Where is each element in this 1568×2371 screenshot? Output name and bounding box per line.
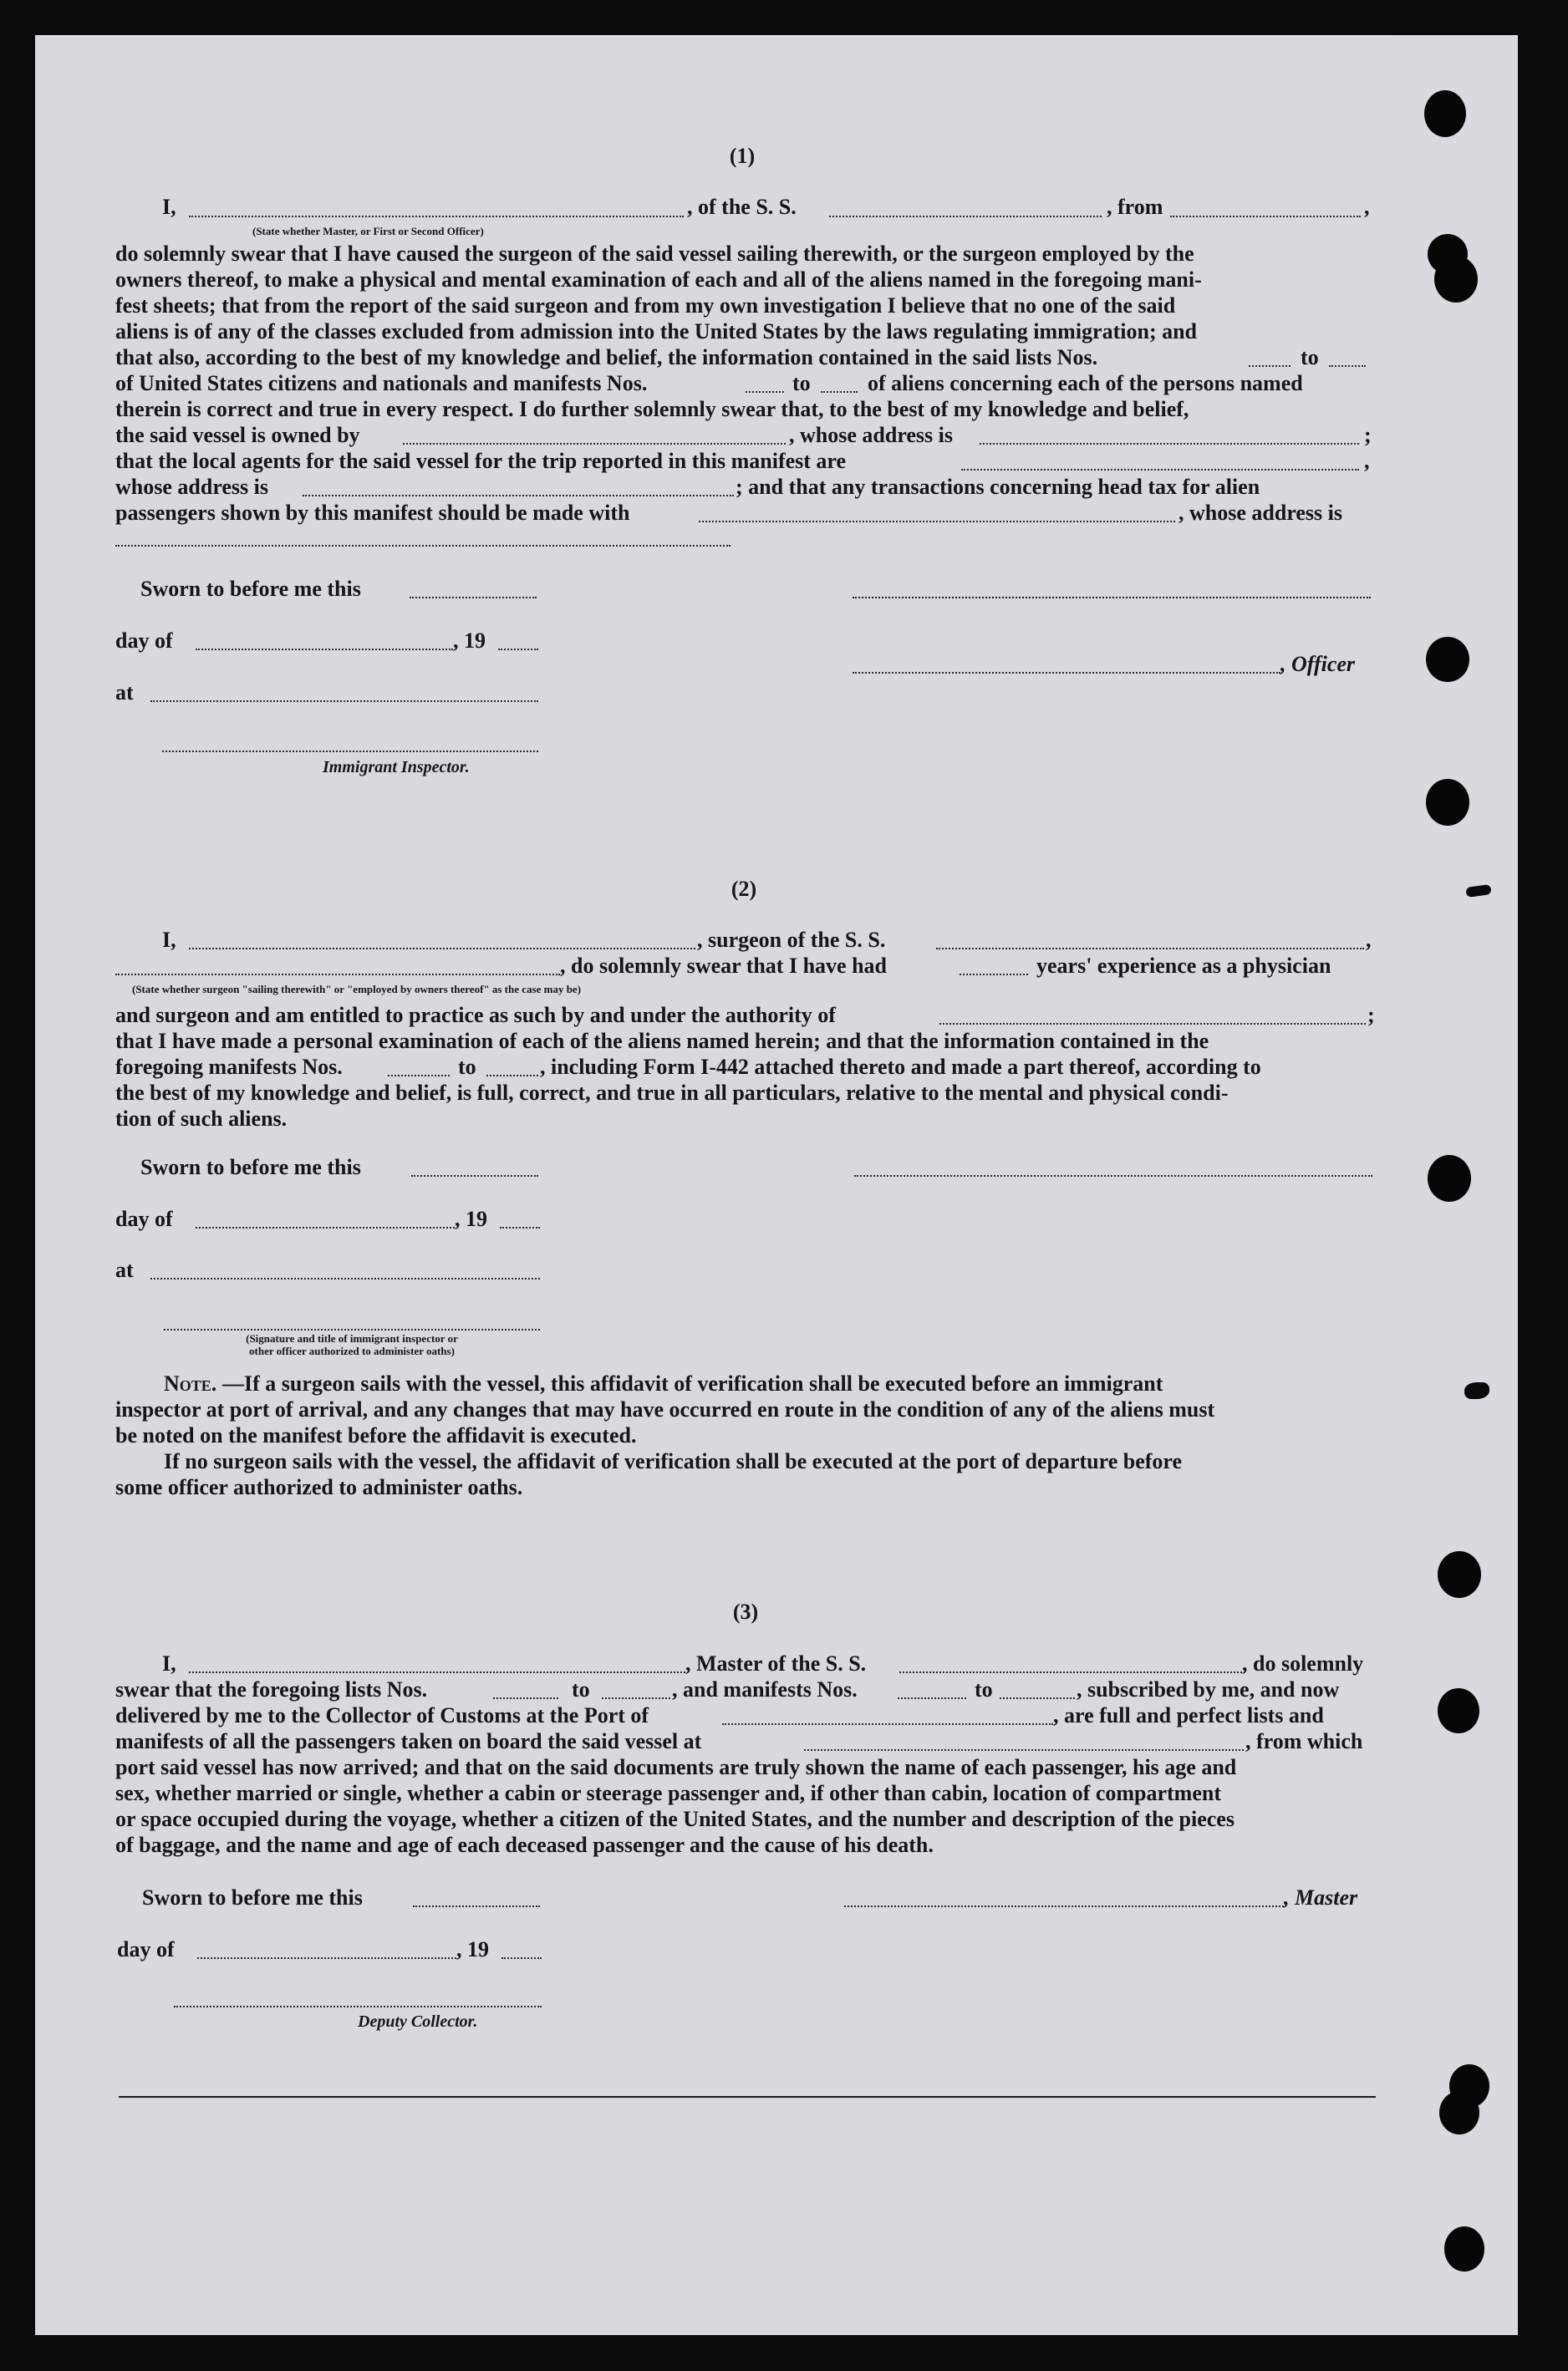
section2-at-blank[interactable]: [150, 1278, 540, 1280]
section1-inspector-blank[interactable]: [162, 750, 538, 752]
section1-at-blank[interactable]: [150, 700, 538, 702]
section3-year-blank[interactable]: [501, 1957, 542, 1959]
section2-to: to: [458, 1055, 476, 1079]
section3-to: to: [975, 1677, 993, 1702]
section1-year-blank[interactable]: [498, 649, 538, 650]
section3-sworn-blank[interactable]: [413, 1905, 540, 1907]
section2-day-of: day of: [115, 1207, 173, 1231]
section1-of-ss: , of the S. S.: [687, 195, 797, 219]
section2-year-blank[interactable]: [500, 1227, 540, 1229]
section2-signature-line[interactable]: [854, 1175, 1372, 1177]
section3-from-which-text: , from which: [1245, 1729, 1363, 1753]
section1-ship-blank[interactable]: [829, 216, 1102, 217]
section2-note2-line: If no surgeon sails with the vessel, the affidavit of verification shall be executed at the port of departure before: [164, 1449, 1183, 1473]
section1-para-line: fest sheets; that from the report of the said surgeon and from my own investigation I believe that no one of the said: [115, 293, 1176, 318]
section1-correct-text: therein is correct and true in every respect. I do further solemnly swear that, to the best of my knowledge and belief,: [115, 397, 1189, 421]
section2-sworn: Sworn to before me this: [140, 1155, 361, 1179]
section3-heading: (3): [732, 1600, 759, 1624]
section2-surgeon-text: , surgeon of the S. S.: [697, 928, 886, 952]
tear-mark: [1464, 1382, 1489, 1399]
section3-perfect-text: , are full and perfect lists and: [1053, 1703, 1324, 1727]
section2-ship-blank[interactable]: [936, 948, 1364, 949]
punch-hole: [1426, 779, 1469, 826]
section3-para-line: sex, whether married or single, whether a cabin or steerage passenger and, if other than cabin, location of compartment: [115, 1781, 1221, 1805]
punch-hole: [1438, 1688, 1479, 1733]
punch-hole: [1439, 2091, 1479, 2134]
section3-list-to-blank[interactable]: [602, 1697, 670, 1699]
section2-personal-text: that I have made a personal examination of each of the aliens named herein; and that the information contained in the: [115, 1029, 1209, 1053]
punch-hole: [1428, 1155, 1471, 1202]
section2-nineteen: , 19: [455, 1207, 487, 1231]
section3-manifest-from-blank[interactable]: [898, 1697, 966, 1699]
section1-owner-blank[interactable]: [403, 443, 786, 445]
section1-citizens-text: of United States citizens and nationals and manifests Nos.: [115, 371, 648, 395]
section1-manifest-to-blank[interactable]: [821, 391, 858, 393]
punch-hole: [1444, 2226, 1484, 2272]
section2-note-line: —If a surgeon sails with the vessel, this affidavit of verification shall be executed before an immigrant: [222, 1371, 1163, 1396]
section3-solemnly-text: , do solemnly: [1242, 1651, 1364, 1676]
section1-whose-address: , whose address is: [1179, 501, 1343, 525]
punch-hole: [1426, 637, 1469, 682]
section2-manifest-from-blank[interactable]: [388, 1075, 450, 1076]
section2-note2-line: some officer authorized to administer oaths.: [115, 1475, 523, 1499]
section2-surgeon-type-blank[interactable]: [115, 974, 560, 975]
section1-owner-address-blank[interactable]: [980, 443, 1359, 445]
section2-note-line: be noted on the manifest before the affidavit is executed.: [115, 1423, 637, 1448]
section1-officer-label: , Officer: [1280, 652, 1356, 676]
section3-delivered-text: delivered by me to the Collector of Customs at the Port of: [115, 1703, 649, 1727]
section2-manifests-text: foregoing manifests Nos.: [115, 1055, 343, 1079]
section3-master-text: , Master of the S. S.: [685, 1651, 867, 1676]
section3-manifest-to-blank[interactable]: [1000, 1697, 1075, 1699]
section3-lists-text: swear that the foregoing lists Nos.: [115, 1677, 428, 1702]
section3-manifests-text: , and manifests Nos.: [672, 1677, 858, 1702]
section1-manifest-from-blank[interactable]: [746, 391, 784, 393]
section1-para-line: aliens is of any of the classes excluded from admission into the United States by the laws regulating immigration; and: [115, 319, 1198, 343]
punch-hole: [1438, 1551, 1481, 1598]
section3-para-line: port said vessel has now arrived; and that on the said documents are truly shown the name of each passenger, his age and: [115, 1755, 1237, 1779]
section1-para-line: owners thereof, to make a physical and mental examination of each and all of the aliens named in the foregoing mani-: [115, 267, 1202, 292]
section1-from: , from: [1107, 195, 1163, 219]
section1-para-line: do solemnly swear that I have caused the surgeon of the said vessel sailing therewith, or the surgeon employed by the: [115, 242, 1194, 266]
section1-transactions-blank[interactable]: [699, 521, 1175, 522]
section2-manifest-to-blank[interactable]: [486, 1075, 538, 1076]
section1-day-blank[interactable]: [196, 649, 453, 650]
section1-signature-line[interactable]: [853, 597, 1371, 598]
section2-comma: ,: [1366, 928, 1372, 952]
section1-i: I,: [162, 195, 176, 219]
section1-comma: ,: [1364, 449, 1370, 473]
section2-authority-blank[interactable]: [939, 1023, 1366, 1025]
section1-to: to: [1301, 345, 1319, 369]
section3-deputy-blank[interactable]: [174, 2006, 542, 2007]
section2-years-blank[interactable]: [960, 974, 1028, 975]
section1-address-text: whose address is: [115, 475, 269, 499]
section1-officer-blank[interactable]: [853, 672, 1280, 674]
section1-agents-blank[interactable]: [961, 469, 1359, 471]
section2-semicolon: ;: [1367, 1003, 1375, 1027]
section3-para-line: or space occupied during the voyage, whether a citizen of the United States, and the number and description of the pieces: [115, 1807, 1235, 1831]
section1-nineteen: , 19: [453, 628, 486, 653]
section1-sworn: Sworn to before me this: [140, 577, 361, 601]
section3-list-from-blank[interactable]: [493, 1697, 558, 1699]
section3-port-blank[interactable]: [722, 1723, 1053, 1725]
section2-tion-text: tion of such aliens.: [115, 1107, 288, 1131]
section3-master-signature-blank[interactable]: [844, 1905, 1284, 1907]
section2-authority-text: and surgeon and am entitled to practice as such by and under the authority of: [115, 1003, 836, 1027]
section1-comma: ,: [1364, 195, 1370, 219]
section1-state-note: (State whether Master, or First or Second Officer): [252, 225, 484, 237]
section1-inspector-label: Immigrant Inspector.: [323, 758, 470, 776]
section2-state-note: (State whether surgeon "sailing therewith" or "employed by owners thereof" as the case may be): [132, 983, 582, 995]
section2-form-text: , including Form I-442 attached thereto and made a part thereof, according to: [540, 1055, 1261, 1079]
section1-aliens-text: of aliens concerning each of the persons named: [868, 371, 1303, 395]
section1-from-blank[interactable]: [1170, 216, 1361, 217]
section2-day-blank[interactable]: [196, 1227, 455, 1229]
section2-name-blank[interactable]: [189, 948, 695, 949]
bottom-rule: [119, 2096, 1376, 2098]
section2-solemnly-text: , do solemnly swear that I have had: [560, 954, 888, 978]
section3-nineteen: , 19: [456, 1937, 489, 1961]
section1-list-from-blank[interactable]: [1249, 365, 1291, 367]
section2-sig-note: (Signature and title of immigrant inspector or: [246, 1332, 458, 1345]
section1-passengers-text: passengers shown by this manifest should be made with: [115, 501, 630, 525]
section2-signature-blank[interactable]: [164, 1329, 540, 1331]
section2-note-label: Note.: [164, 1371, 217, 1396]
section1-heading: (1): [729, 144, 756, 168]
section2-sig-note: other officer authorized to administer oaths): [249, 1345, 455, 1357]
section2-at: at: [115, 1258, 134, 1282]
section2-best-text: the best of my knowledge and belief, is full, correct, and true in all particulars, relative to the mental and physical condi-: [115, 1081, 1229, 1105]
section3-day-of: day of: [117, 1937, 175, 1961]
section3-embark-port-blank[interactable]: [804, 1749, 1244, 1751]
punch-hole: [1434, 256, 1478, 303]
section2-sworn-blank[interactable]: [411, 1175, 538, 1177]
section3-taken-text: manifests of all the passengers taken on board the said vessel at: [115, 1729, 702, 1753]
section2-note-line: inspector at port of arrival, and any changes that may have occurred en route in the condition of any of the aliens must: [115, 1397, 1215, 1422]
punch-hole: [1424, 90, 1466, 137]
section3-i: I,: [162, 1651, 176, 1676]
section3-para-line: of baggage, and the name and age of each deceased passenger and the cause of his death.: [115, 1833, 934, 1857]
section2-heading: (2): [731, 877, 757, 901]
section1-day-of: day of: [115, 628, 173, 653]
section1-agents-address-blank[interactable]: [303, 495, 734, 496]
section1-at: at: [115, 680, 134, 705]
section3-name-blank[interactable]: [189, 1671, 685, 1673]
section1-list-to-blank[interactable]: [1329, 365, 1366, 367]
section1-name-blank[interactable]: [189, 216, 684, 217]
section1-agents-text: that the local agents for the said vessel for the trip reported in this manifest are: [115, 449, 847, 473]
section1-owner-address-text: , whose address is: [789, 423, 954, 447]
section3-sworn: Sworn to before me this: [142, 1885, 363, 1910]
section3-master-label: , Master: [1284, 1885, 1358, 1910]
section3-subscribed-text: , subscribed by me, and now: [1077, 1677, 1340, 1702]
section3-to: to: [572, 1677, 590, 1702]
section1-final-address-blank[interactable]: [115, 545, 731, 547]
section1-semicolon: ;: [1364, 423, 1372, 447]
section3-deputy-label: Deputy Collector.: [358, 2012, 478, 2031]
section1-head-tax-text: ; and that any transactions concerning head tax for alien: [736, 475, 1260, 499]
section1-sworn-blank[interactable]: [410, 597, 537, 598]
section3-day-blank[interactable]: [197, 1957, 456, 1959]
section3-ship-blank[interactable]: [899, 1671, 1242, 1673]
section1-lists-text: that also, according to the best of my knowledge and belief, the information contained in the said lists Nos.: [115, 345, 1098, 369]
section2-physician-text: years' experience as a physician: [1036, 954, 1331, 978]
section1-to: to: [792, 371, 811, 395]
section1-owned-text: the said vessel is owned by: [115, 423, 360, 447]
section2-i: I,: [162, 928, 176, 952]
